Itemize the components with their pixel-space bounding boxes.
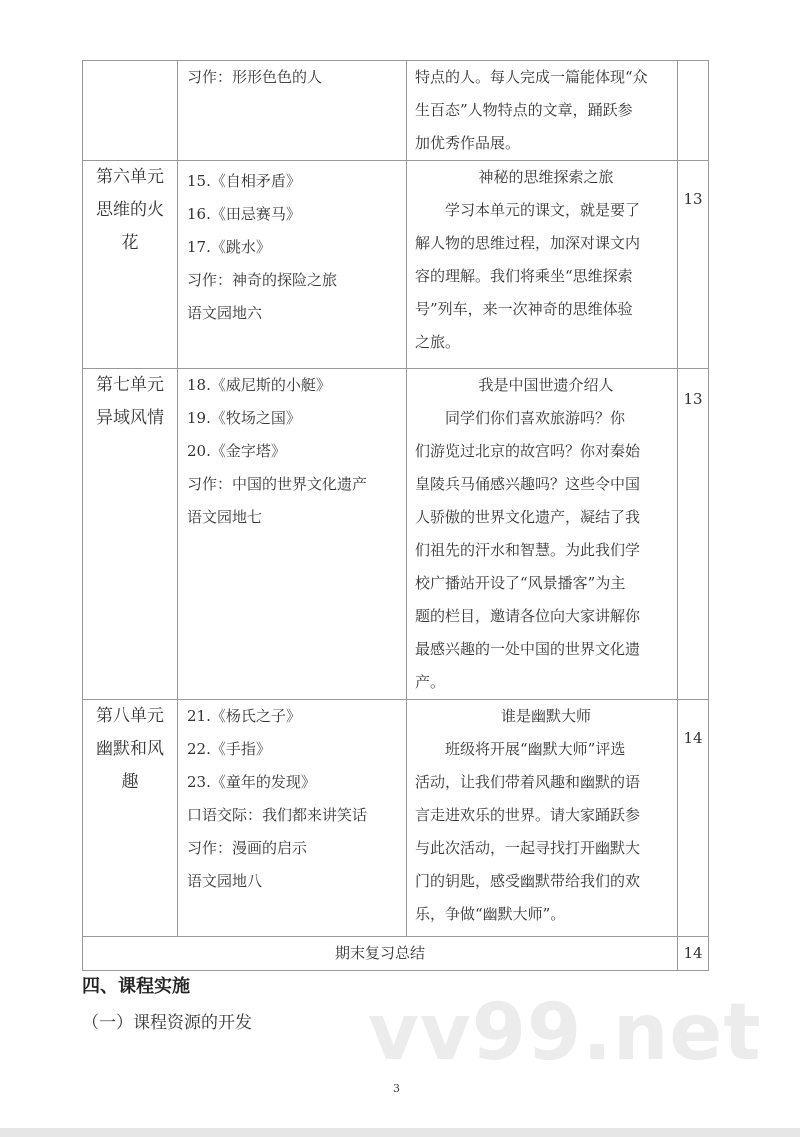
cell-line: 特点的人。每人完成一篇能体现“众: [415, 68, 648, 86]
lessons-cell: [178, 61, 407, 161]
cell-line: 语文园地六: [187, 304, 263, 322]
table-row: [83, 161, 709, 369]
cell-line: 第六单元: [96, 167, 164, 187]
final-review-label: 期末复习总结: [83, 937, 678, 971]
cell-line: 与此次活动，一起寻找打开幽默大: [415, 839, 641, 857]
cell-line: 号”列车，来一次神奇的思维体验: [415, 300, 633, 318]
unit-cell: [83, 369, 178, 700]
cell-line: 们祖先的汗水和智慧。为此我们学: [415, 541, 641, 559]
activity-cell: [407, 700, 678, 937]
cell-line: 第八单元: [96, 706, 164, 726]
lessons-cell: [178, 369, 407, 700]
lessons-cell: [178, 161, 407, 369]
cell-line: 18.《威尼斯的小艇》: [187, 376, 331, 394]
cell-line: 产。: [415, 673, 446, 691]
subsection-heading: （一）课程资源的开发: [82, 1013, 252, 1033]
cell-line: 口语交际：我们都来讲笑话: [187, 806, 368, 824]
activity-title: 我是中国世遗介绍人: [478, 376, 614, 394]
activity-title: 神秘的思维探索之旅: [478, 168, 614, 186]
unit-cell: [83, 700, 178, 937]
activity-cell: [407, 369, 678, 700]
cell-line: 言走进欢乐的世界。请大家踊跃参: [415, 806, 641, 824]
curriculum-table: [82, 60, 709, 971]
cell-line: 习作：形形色色的人: [187, 68, 323, 86]
hours-value: 13: [683, 190, 703, 208]
cell-line: 乐，争做“幽默大师”。: [415, 905, 566, 923]
cell-line: 15.《自相矛盾》: [187, 172, 301, 190]
cell-line: 人骄傲的世界文化遗产，凝结了我: [415, 508, 641, 526]
cell-line: 异域风情: [96, 408, 164, 428]
final-review-hours: 14: [678, 937, 709, 971]
cell-line: 语文园地八: [187, 872, 263, 890]
cell-line: 同学们你们喜欢旅游吗？你: [445, 409, 626, 427]
final-review-row: [83, 937, 709, 971]
table-row: [83, 61, 709, 161]
cell-line: 解人物的思维过程，加深对课文内: [415, 234, 641, 252]
cell-line: 生百态”人物特点的文章，踊跃参: [415, 101, 633, 119]
cell-line: 之旅。: [415, 333, 461, 351]
hours-cell: [678, 369, 709, 700]
activity-cell: [407, 61, 678, 161]
cell-line: 学习本单元的课文，就是要了: [445, 201, 641, 219]
activity-cell: [407, 161, 678, 369]
cell-line: 容的理解。我们将乘坐“思维探索: [415, 267, 633, 285]
table-row: [83, 369, 709, 700]
cell-line: 花: [121, 233, 139, 253]
hours-cell: [678, 700, 709, 937]
cell-line: 第七单元: [96, 375, 164, 395]
page-number: 3: [393, 1082, 400, 1095]
cell-line: 21.《杨氏之子》: [187, 707, 301, 725]
unit-cell: [83, 61, 178, 161]
hours-cell: [678, 61, 709, 161]
hours-value: 13: [683, 390, 703, 408]
cell-line: 思维的火: [96, 200, 164, 220]
cell-line: 们游览过北京的故宫吗？你对秦始: [415, 442, 641, 460]
cell-line: 习作：中国的世界文化遗产: [187, 475, 368, 493]
section-heading: 四、课程实施: [82, 976, 190, 997]
table-row: [83, 700, 709, 937]
cell-line: 班级将开展“幽默大师”评选: [445, 740, 626, 758]
hours-cell: [678, 161, 709, 369]
cell-line: 22.《手指》: [187, 740, 271, 758]
watermark: vv99.net: [368, 988, 762, 1078]
cell-line: 17.《跳水》: [187, 238, 271, 256]
cell-line: 门的钥匙，感受幽默带给我们的欢: [415, 872, 641, 890]
page-bottom-edge: [0, 1128, 800, 1137]
cell-line: 皇陵兵马俑感兴趣吗？这些令中国: [415, 475, 641, 493]
cell-line: 趣: [121, 772, 139, 792]
cell-line: 加优秀作品展。: [415, 134, 521, 152]
cell-line: 19.《牧场之国》: [187, 409, 301, 427]
cell-line: 最感兴趣的一处中国的世界文化遗: [415, 640, 641, 658]
cell-line: 习作：神奇的探险之旅: [187, 271, 338, 289]
cell-line: 20.《金字塔》: [187, 442, 286, 460]
lessons-cell: [178, 700, 407, 937]
cell-line: 习作：漫画的启示: [187, 839, 308, 857]
cell-line: 23.《童年的发现》: [187, 773, 316, 791]
cell-line: 题的栏目，邀请各位向大家讲解你: [415, 607, 641, 625]
cell-line: 校广播站开设了“风景播客”为主: [415, 574, 626, 592]
cell-line: 语文园地七: [187, 508, 263, 526]
cell-line: 16.《田忌赛马》: [187, 205, 301, 223]
activity-title: 谁是幽默大师: [500, 707, 591, 725]
cell-line: 活动，让我们带着风趣和幽默的语: [415, 773, 641, 791]
hours-value: 14: [683, 729, 703, 747]
unit-cell: [83, 161, 178, 369]
cell-line: 幽默和风: [96, 739, 164, 759]
